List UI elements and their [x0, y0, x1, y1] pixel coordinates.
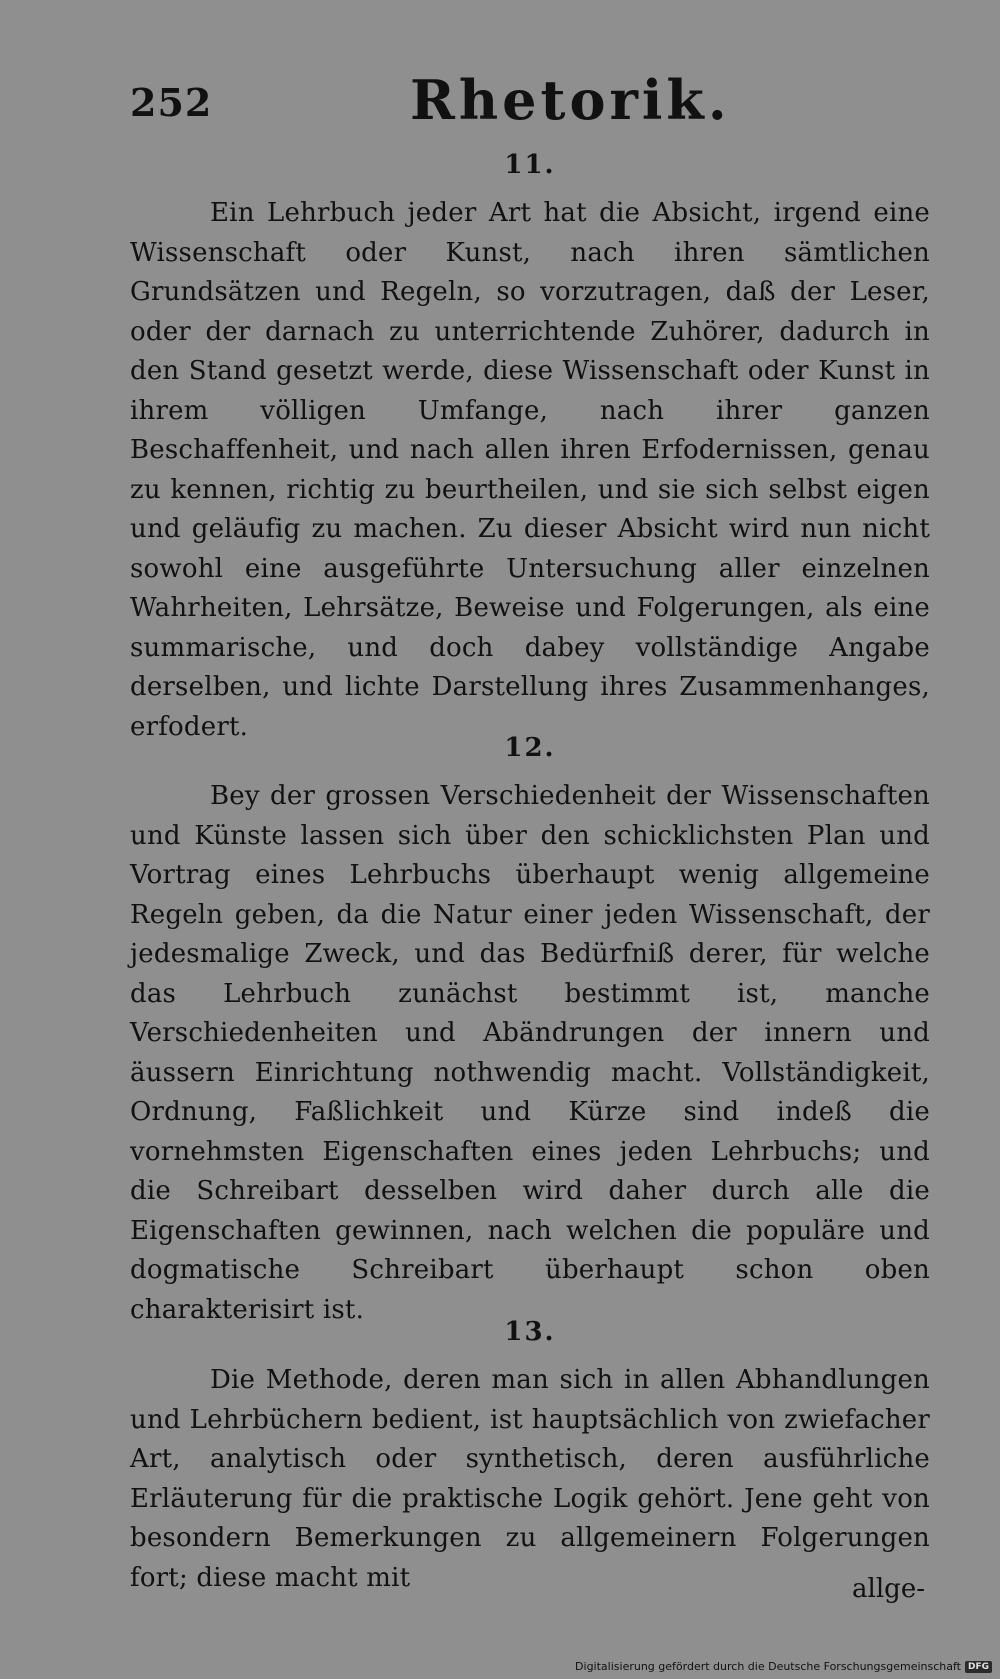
section-paragraph: Die Methode, deren man sich in allen Abhandlungen und Lehrbüchern bedient, ist hauptsächlich von zwiefacher Art, analytisch oder synthetisch, deren ausführliche Erläuterung für die praktische Logik gehört. Jene geht von besondern Bemerkungen zu allgemeinern Folgerungen fort; diese macht mit	[130, 1365, 930, 1593]
page-number: 252	[130, 80, 213, 125]
section-paragraph: Bey der grossen Verschiedenheit der Wissenschaften und Künste lassen sich über den schicklichsten Plan und Vortrag eines Lehrbuchs überhaupt wenig allgemeine Regeln geben, da die Natur einer jeden Wissenschaft, der jedesmalige Zweck, und das Bedürfniß derer, für welche das Lehrbuch zunächst bestimmt ist, manche Verschiedenheiten und Abändrungen der innern und äussern Einrichtung nothwendig macht. Vollständigkeit, Ordnung, Faßlichkeit und Kürze sind indeß die vornehmsten Eigenschaften eines jeden Lehrbuchs; und die Schreibart desselben wird daher durch alle die Eigenschaften gewinnen, nach welchen die populäre und dogmatische Schreibart überhaupt schon oben charakterisirt ist.	[130, 781, 930, 1325]
page-header	[120, 60, 920, 130]
section-number: 13.	[504, 1317, 556, 1347]
digitization-credit	[575, 1660, 992, 1673]
catchword: allge-	[852, 1574, 925, 1604]
running-head: Rhetorik.	[410, 68, 731, 132]
section-12	[130, 733, 930, 1330]
dfg-logo: DFG	[965, 1661, 992, 1673]
section-11	[130, 150, 930, 747]
section-number: 11.	[504, 150, 556, 180]
section-number: 12.	[504, 733, 556, 763]
section-13	[130, 1317, 930, 1598]
credit-text: Digitalisierung gefördert durch die Deutsche Forschungsgemeinschaft	[575, 1660, 961, 1673]
section-paragraph: Ein Lehrbuch jeder Art hat die Absicht, irgend eine Wissenschaft oder Kunst, nach ihren sämtlichen Grundsätzen und Regeln, so vorzutragen, daß der Leser, oder der darnach zu unterrichtende Zuhörer, dadurch in den Stand gesetzt werde, diese Wissenschaft oder Kunst in ihrem völligen Umfange, nach ihrer ganzen Beschaffenheit, und nach allen ihren Erfodernissen, genau zu kennen, richtig zu beurtheilen, und sie sich selbst eigen und geläufig zu machen. Zu dieser Absicht wird nun nicht sowohl eine ausgeführte Untersuchung aller einzelnen Wahrheiten, Lehrsätze, Beweise und Folgerungen, als eine summarische, und doch dabey vollständige Angabe derselben, und lichte Darstellung ihres Zusammenhanges, erfodert.	[130, 198, 930, 742]
